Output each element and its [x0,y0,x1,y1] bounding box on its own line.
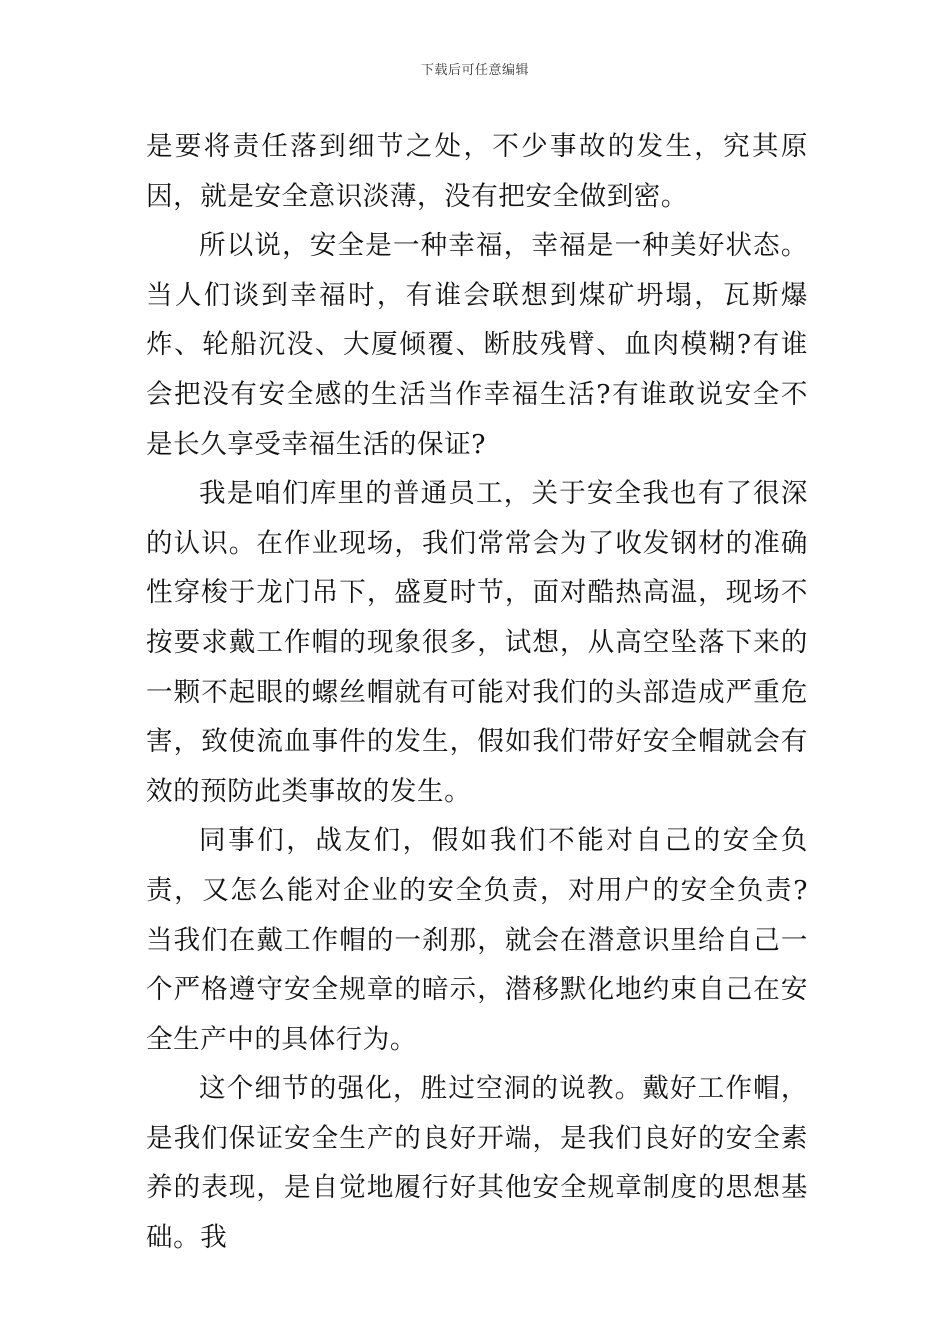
page-header: 下载后可任意编辑 [420,63,529,78]
paragraph-5: 这个细节的强化，胜过空洞的说教。戴好工作帽，是我们保证安全生产的良好开端，是我们良好的安全素养的表现，是自觉地履行好其他安全规章制度的思想基础。我 [146,1073,808,1254]
paragraph-2: 所以说，安全是一种幸福，幸福是一种美好状态。当人们谈到幸福时，有谁会联想到煤矿坍塌，瓦斯爆炸、轮船沉没、大厦倾覆、断肢残臂、血肉模糊?有谁会把没有安全感的生活当作幸福生活?有谁敢说安全不是长久享受幸福生活的保证? [146,230,808,460]
paragraph-3: 我是咱们库里的普通员工，关于安全我也有了很深的认识。在作业现场，我们常常会为了收发钢材的准确性穿梭于龙门吊下，盛夏时节，面对酷热高温，现场不按要求戴工作帽的现象很多，试想，从高空坠落下来的一颗不起眼的螺丝帽就有可能对我们的头部造成严重危害，致使流血事件的发生，假如我们带好安全帽就会有效的预防此类事故的发生。 [146,478,808,807]
paragraph-4: 同事们，战友们，假如我们不能对自己的安全负责，又怎么能对企业的安全负责，对用户的安全负责?当我们在戴工作帽的一刹那，就会在潜意识里给自己一个严格遵守安全规章的暗示，潜移默化地约束自己在安全生产中的具体行为。 [146,825,808,1055]
paragraph-1: 是要将责任落到细节之处，不少事故的发生，究其原因，就是安全意识淡薄，没有把安全做到密。 [146,131,808,212]
document-body [146,122,808,1263]
